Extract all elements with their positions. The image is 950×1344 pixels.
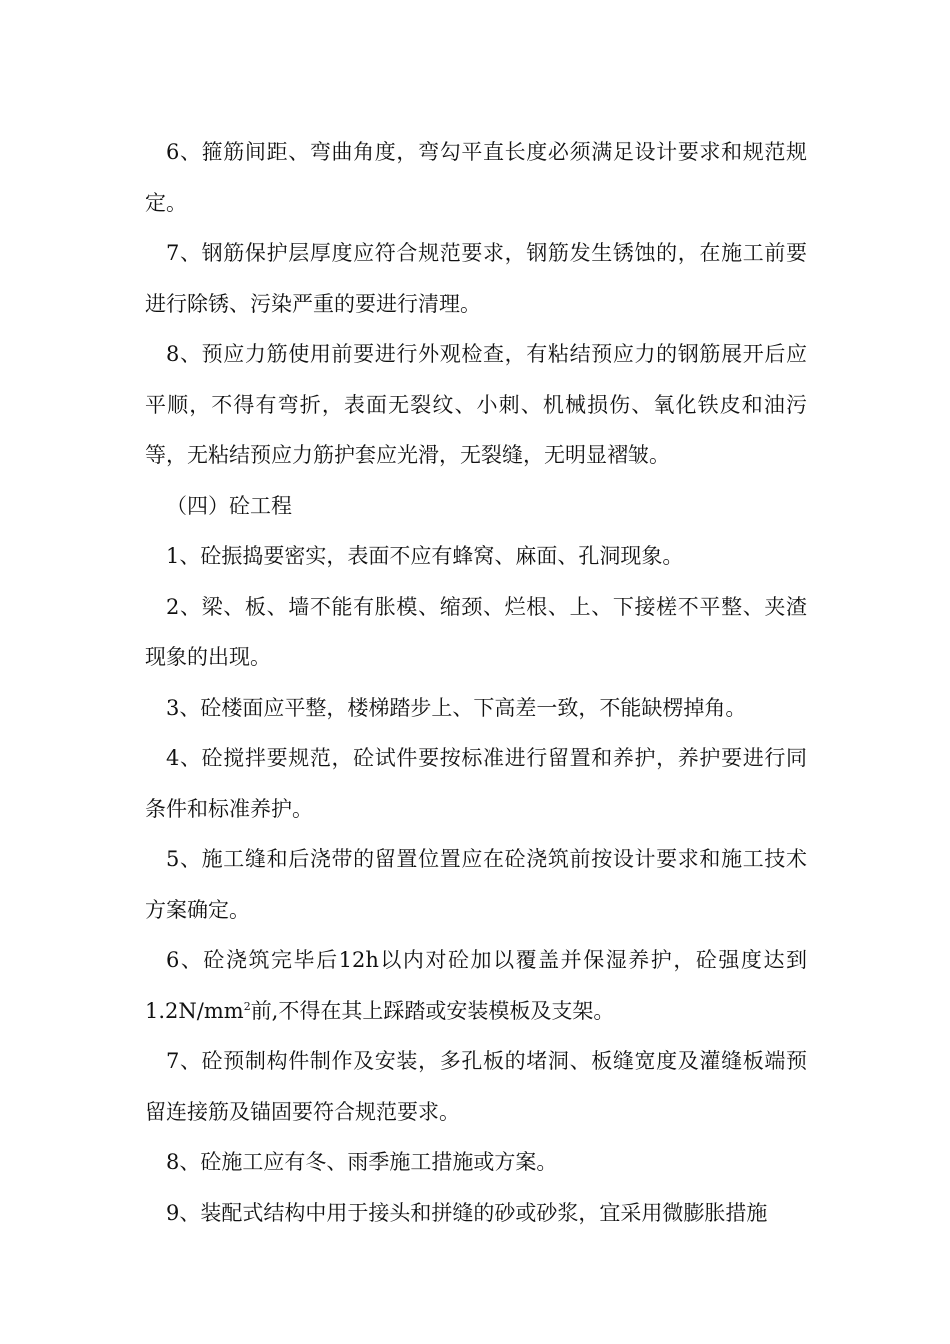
superscript-squared: 2: [243, 999, 251, 1013]
paragraph-concrete-3: 3、砼楼面应平整，楼梯踏步上、下高差一致，不能缺楞掉角。: [166, 695, 747, 720]
paragraph-concrete-6-text: 6、砼浇筑完毕后12h以内对砼加以覆盖并保湿养护，砼强度达到1.2N/mm: [145, 948, 807, 1023]
paragraph-concrete-5: 5、施工缝和后浇带的留置位置应在砼浇筑前按设计要求和施工技术方案确定。: [145, 847, 807, 922]
paragraph-concrete-7: 7、砼预制构件制作及安装，多孔板的堵洞、板缝宽度及灌缝板端预留连接筋及锚固要符合规范要求。: [145, 1049, 807, 1124]
paragraph-concrete-1: 1、砼振捣要密实，表面不应有蜂窝、麻面、孔洞现象。: [166, 544, 684, 568]
paragraph-concrete-9: 9、装配式结构中用于接头和拼缝的砂或砂浆，宜采用微膨胀措施: [166, 1200, 768, 1225]
paragraph-concrete-8: 8、砼施工应有冬、雨季施工措施或方案。: [166, 1150, 558, 1174]
paragraph-concrete-6: [145, 935, 807, 1036]
section-heading-concrete: （四）砼工程: [166, 493, 292, 518]
paragraph-rebar-7: 7、钢筋保护层厚度应符合规范要求，钢筋发生锈蚀的，在施工前要进行除锈、污染严重的要进行清理。: [145, 241, 807, 316]
paragraph-concrete-4: 4、砼搅拌要规范，砼试件要按标准进行留置和养护，养护要进行同条件和标准养护。: [145, 746, 807, 821]
paragraph-concrete-6-text-end: 前,不得在其上踩踏或安装模板及支架。: [250, 998, 615, 1023]
document-body: [145, 127, 807, 1238]
paragraph-rebar-8: 8、预应力筋使用前要进行外观检查，有粘结预应力的钢筋展开后应平顺，不得有弯折，表面无裂纹、小刺、机械损伤、氧化铁皮和油污等，无粘结预应力筋护套应光滑，无裂缝，无明显褶皱。: [145, 342, 807, 467]
paragraph-concrete-2: 2、梁、板、墙不能有胀模、缩颈、烂根、上、下接槎不平整、夹渣现象的出现。: [145, 594, 807, 669]
paragraph-rebar-6: 6、箍筋间距、弯曲角度，弯勾平直长度必须满足设计要求和规范规定。: [145, 140, 807, 215]
